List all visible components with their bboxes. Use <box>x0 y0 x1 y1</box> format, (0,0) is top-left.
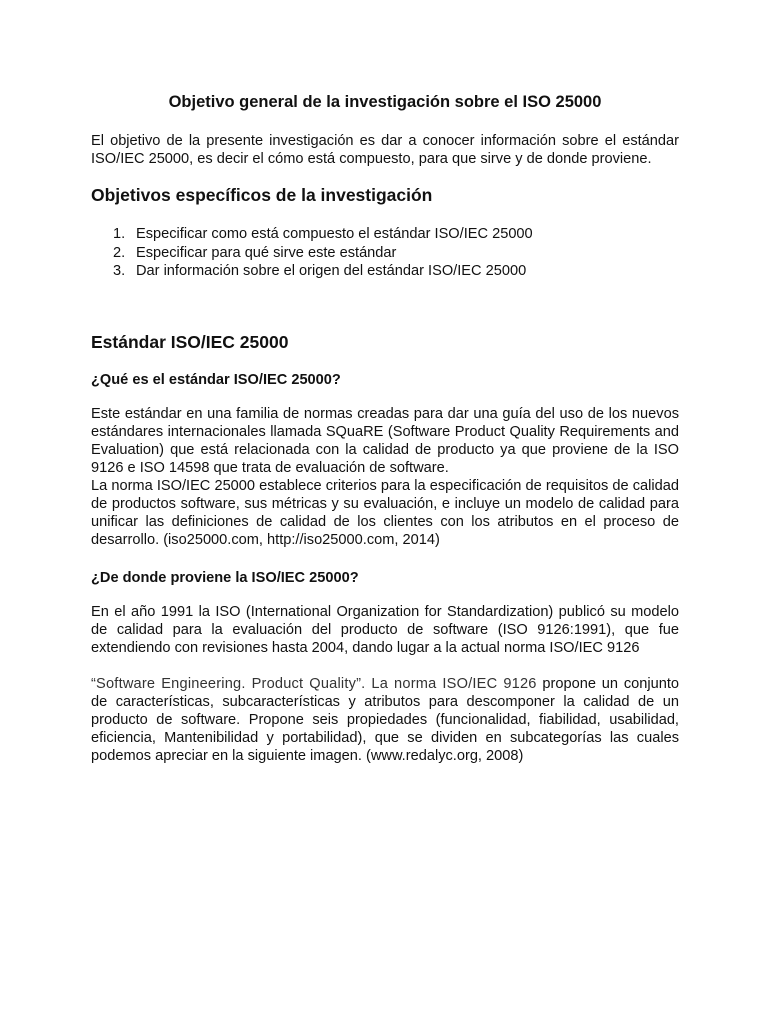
list-item-text: Especificar como está compuesto el estándar ISO/IEC 25000 <box>136 226 533 242</box>
list-item-text: Especificar para qué sirve este estándar <box>136 244 397 261</box>
list-item-text: Dar información sobre el origen del estándar ISO/IEC 25000 <box>136 263 527 279</box>
list-item <box>91 225 679 244</box>
origin-paragraph-2 <box>91 675 679 765</box>
document-title: Objetivo general de la investigación sobre el ISO 25000 <box>168 93 602 111</box>
intro-paragraph: El objetivo de la presente investigación es dar a conocer información sobre el estándar ISO/IEC 25000, es decir el cómo está compuesto, para que sirve y de donde proviene. <box>91 133 679 167</box>
what-is-paragraph-2: La norma ISO/IEC 25000 establece criterios para la especificación de requisitos de calidad de productos software, sus métricas y su evaluación, e incluye un modelo de calidad para unificar las definiciones de calidad de los clientes con los atributos en el proceso de desarrollo. (iso25000.com, http://iso25000.com, 2014) <box>91 478 679 548</box>
list-item-number: 3. <box>113 263 126 279</box>
quoted-title: “Software Engineering. Product Quality”. La norma ISO/IEC 9126 <box>91 676 537 692</box>
list-item-number: 1. <box>113 226 126 242</box>
question-what-is-heading: ¿Qué es el estándar ISO/IEC 25000? <box>91 372 341 388</box>
specific-objectives-list <box>91 225 679 281</box>
specific-objectives-heading: Objetivos específicos de la investigación <box>91 185 433 205</box>
origin-paragraph-1: En el año 1991 la ISO (International Organization for Standardization) publicó su modelo de calidad para la evaluación del producto de software (ISO 9126:1991), que fue extendiendo con revisiones hasta 2004, dando lugar a la actual norma ISO/IEC 9126 <box>91 604 679 656</box>
origin-paragraph-2-rest: propone un conjunto de características, subcaracterísticas y atributos para descomponer la calidad de un producto de software. Propone seis propiedades (funcionalidad, fiabilidad, usabilidad, eficiencia, Mantenibilidad y portabilidad), que se dividen en subcategorías las cuales podemos apreciar en la siguiente imagen. (www.redalyc.org, 2008) <box>91 676 679 764</box>
list-item <box>91 244 679 263</box>
question-origin-heading: ¿De donde proviene la ISO/IEC 25000? <box>91 570 359 586</box>
list-item-number: 2. <box>113 244 126 261</box>
standard-section-heading: Estándar ISO/IEC 25000 <box>91 332 289 352</box>
what-is-paragraph-1: Este estándar en una familia de normas creadas para dar una guía del uso de los nuevos estándares internacionales llamada SQuaRE (Software Product Quality Requirements and Evaluation) que está relacionada con la calidad de producto ya que proviene de la ISO 9126 e ISO 14598 que trata de evaluación de software. <box>91 406 679 476</box>
list-item <box>91 262 679 281</box>
